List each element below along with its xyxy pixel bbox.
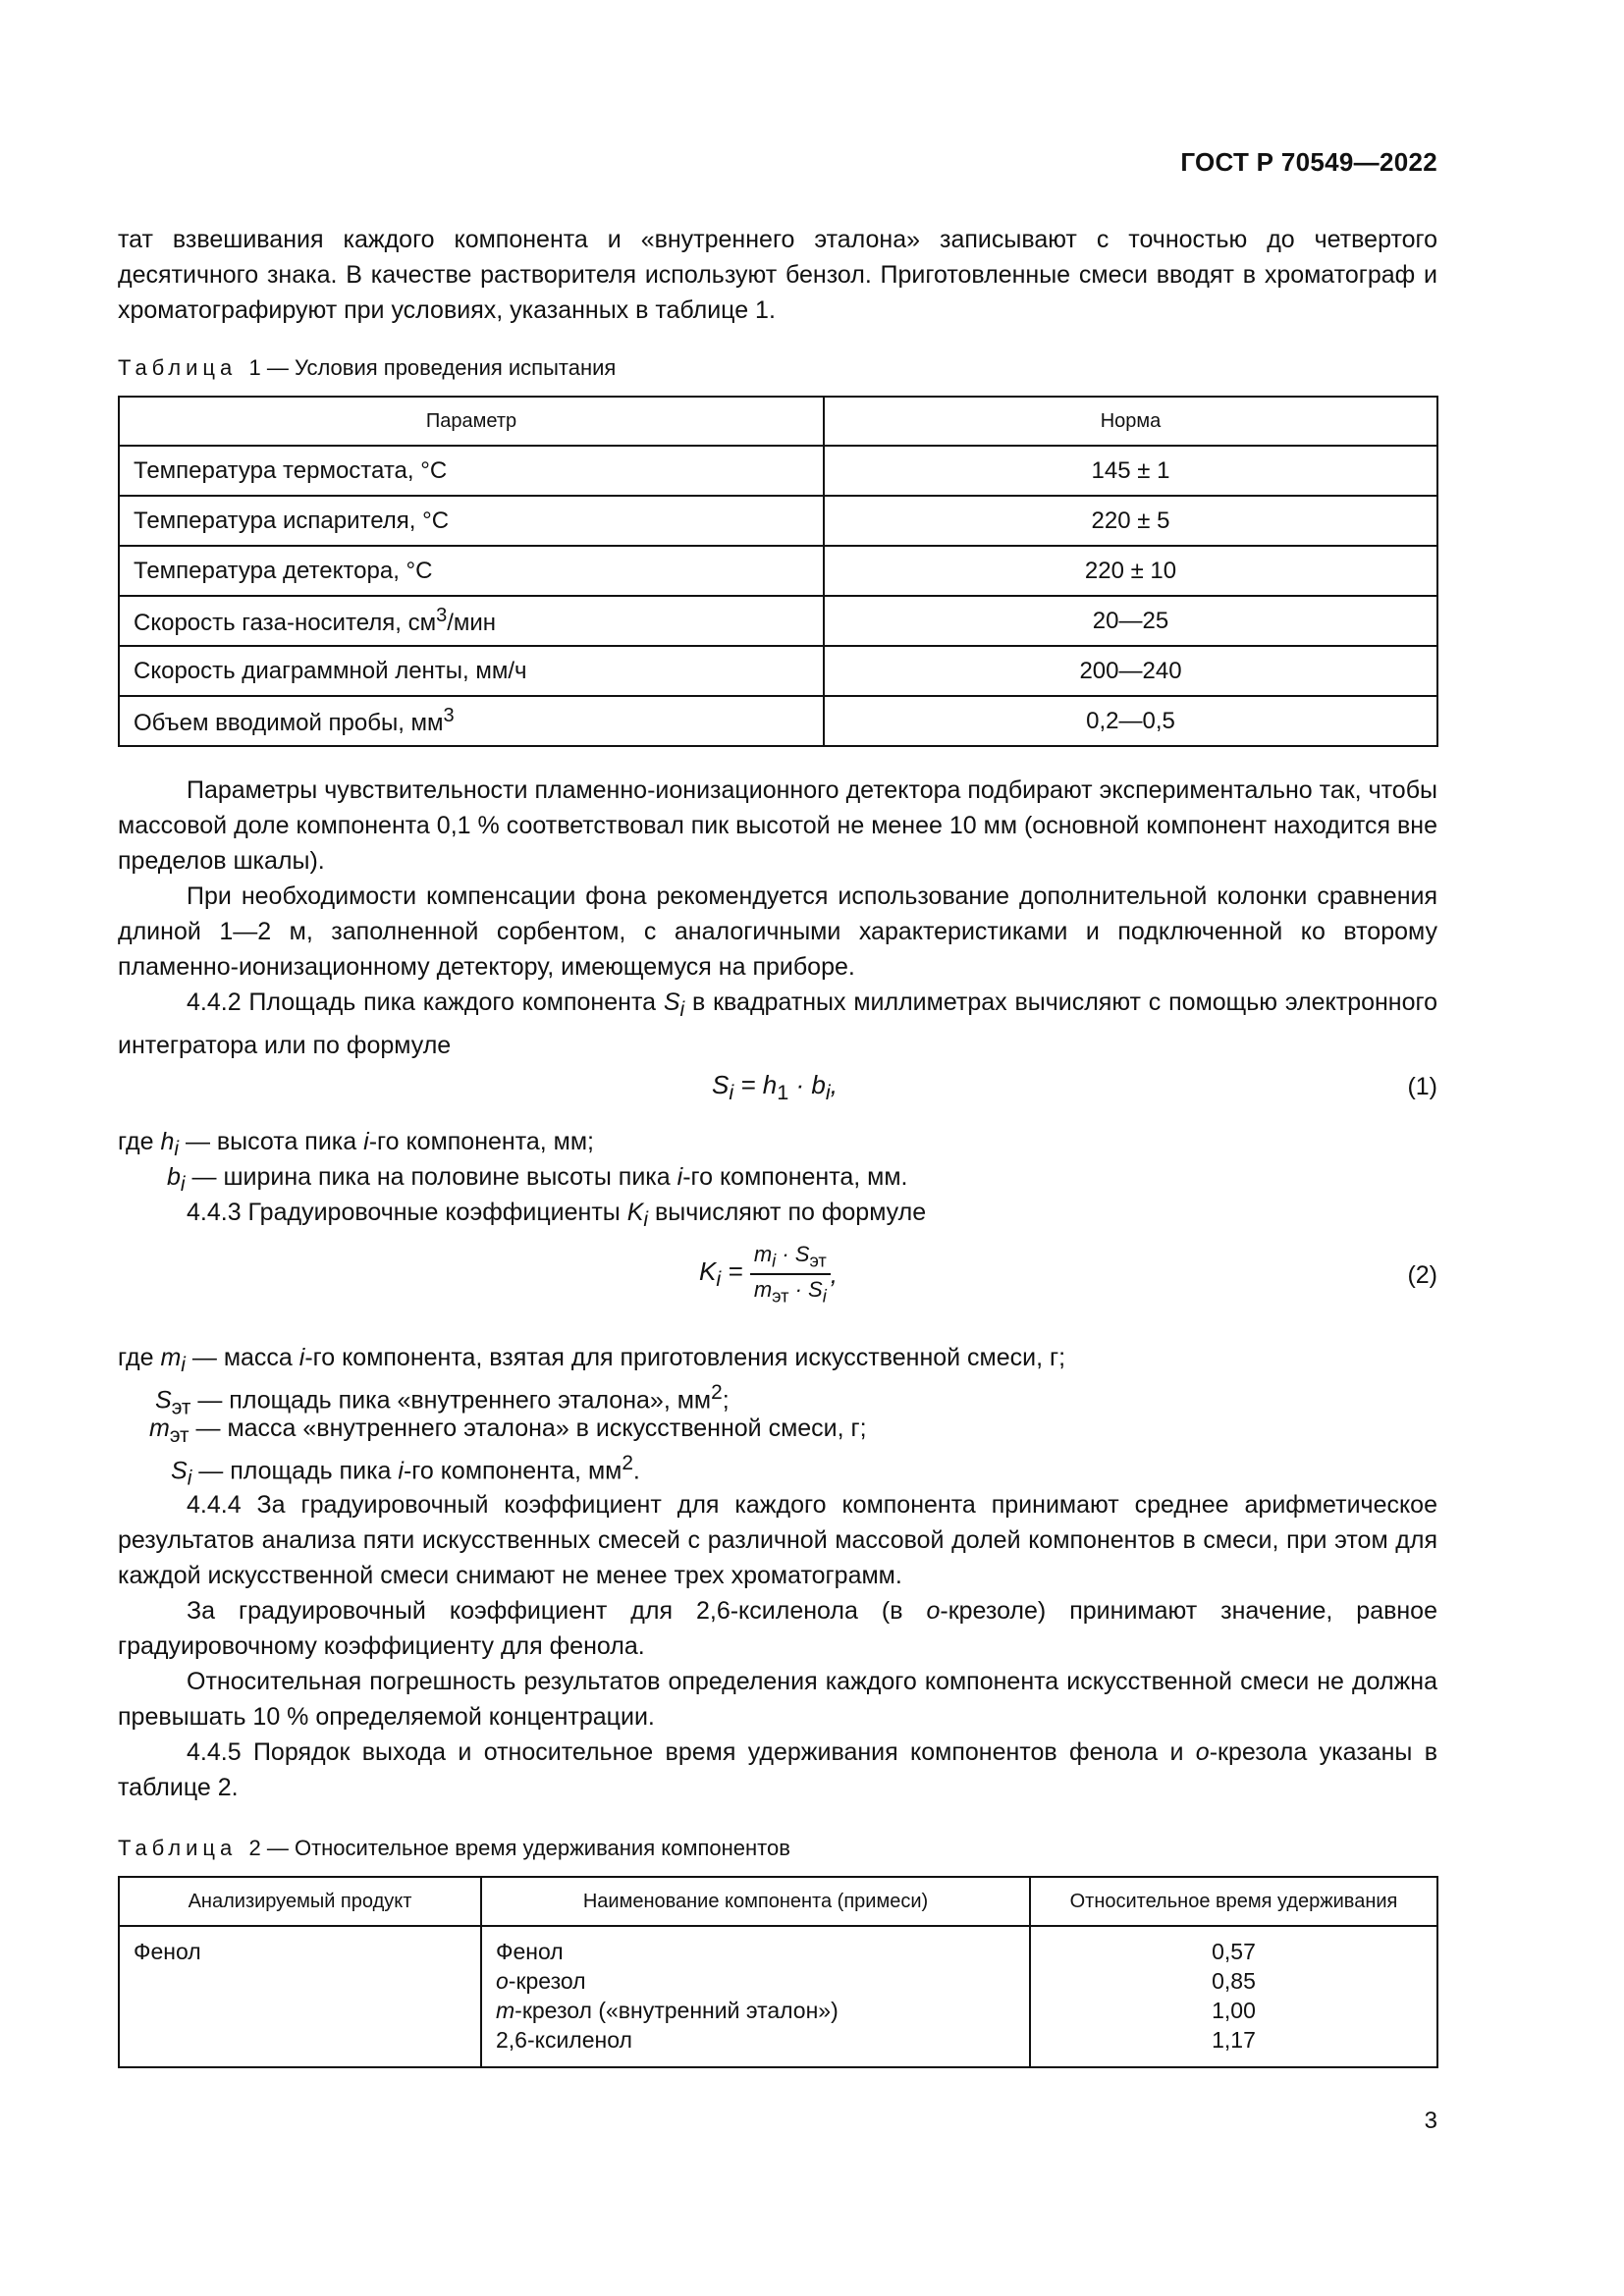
- formula-1: $S_i = h_1 \cdot b_i$,: [712, 1070, 838, 1105]
- paragraph-sensitivity: Параметры чувствительности пламенно-ионизационного детектора подбирают экспериментально так, чтобы массовой доле компонента 0,1 % соответствовал пик высотой не менее 10 мм (основной компонент находится вне пределов шкалы).: [118, 776, 1437, 875]
- paragraph-relative-error: Относительная погрешность результатов определения каждого компонента искусственной смеси не должна превышать 10 % определяемой концентрации.: [118, 1668, 1437, 1731]
- var-k: K: [626, 1199, 644, 1226]
- text: 4.4.2 Площадь пика каждого компонента: [187, 988, 664, 1016]
- component-m-cresol: [496, 1996, 1015, 2025]
- text-block-4-4-4: [118, 1487, 1437, 1805]
- param-text: Скорость газа-носителя, см: [134, 610, 437, 636]
- text: в квадратных миллиметрах вычисляют с помощью электронного интегратора или по формуле: [118, 988, 1437, 1059]
- var-m: m: [496, 1998, 515, 2023]
- table1-header-norm: Норма: [824, 397, 1437, 446]
- paragraph-4-4-3-block: [118, 1195, 1437, 1238]
- paragraph-4-4-3: [118, 1195, 1437, 1238]
- table2-header-row: [119, 1877, 1437, 1926]
- text: -крезола указаны в таблице 2.: [118, 1738, 1437, 1801]
- text: -крезол («внутренний эталон»): [514, 1998, 839, 2023]
- table-row: [119, 696, 1437, 746]
- table1-header-row: [119, 397, 1437, 446]
- table1-caption-word: Таблица: [118, 355, 238, 380]
- sub-i: i: [643, 1208, 649, 1231]
- table2-component-cell: [481, 1926, 1030, 2067]
- where-formula-2-line-3: $m_{эт}$ — масса «внутреннего эталона» в искусственной смеси, г;: [149, 1415, 867, 1447]
- table-row: [119, 646, 1437, 696]
- time-value: 0,85: [1212, 1968, 1256, 1994]
- where-word: где: [118, 1128, 154, 1155]
- text: -го компонента, мм: [403, 1457, 623, 1485]
- text: -крезоле) принимают значение, равное градуировочному коэффициенту для фенола.: [118, 1597, 1437, 1660]
- table2-header-time: Относительное время удерживания: [1030, 1877, 1437, 1926]
- table1-norm-cell: 220 ± 10: [824, 546, 1437, 596]
- table1-param-cell: Температура детектора, °С: [119, 546, 824, 596]
- param-text: Объем вводимой пробы, мм: [134, 710, 444, 736]
- param-text-end: /мин: [447, 610, 497, 636]
- paragraph-4-4-5: [118, 1735, 1437, 1805]
- table-row: [119, 596, 1437, 646]
- text: — масса «внутреннего эталона» в искусственной смеси, г;: [189, 1415, 867, 1442]
- text: — высота пика: [179, 1128, 364, 1155]
- time-value: 0,57: [1212, 1939, 1256, 1964]
- text: — площадь пика: [191, 1457, 399, 1485]
- where-formula-2-line-4: $S_i$ — площадь пика i-го компонента, $мм^2$.: [171, 1452, 640, 1490]
- table1-norm-cell: 220 ± 5: [824, 496, 1437, 546]
- table2-header-component: Наименование компонента (примеси): [481, 1877, 1030, 1926]
- table1-norm-cell: 0,2—0,5: [824, 696, 1437, 746]
- table1-param-cell: Скорость диаграммной ленты, мм/ч: [119, 646, 824, 696]
- table2-caption: [118, 1836, 790, 1861]
- table1-header-param: Параметр: [119, 397, 824, 446]
- table2-caption-text: 2 — Относительное время удерживания компонентов: [248, 1836, 790, 1860]
- table1-caption: [118, 355, 616, 381]
- table-row: [119, 446, 1437, 496]
- paragraph-4-4-4: 4.4.4 За градуировочный коэффициент для каждого компонента принимают среднее арифметическое результатов анализа пяти искусственных смесей с различной массовой долей компонентов в смеси, при этом для каждой искусственной смеси снимают не менее трех хроматограмм.: [118, 1491, 1437, 1589]
- table-row: [119, 496, 1437, 546]
- paragraph-background-compensation: При необходимости компенсации фона рекомендуется использование дополнительной колонки сравнения длиной 1—2 м, заполненной сорбентом, с аналогичными характеристиками и подключенной ко второму пламенно-ионизационному детектору, имеющемуся на приборе.: [118, 882, 1437, 981]
- main-text-block: [118, 773, 1437, 1063]
- var-o: о: [496, 1968, 509, 1994]
- document-standard-title: ГОСТ Р 70549—2022: [1180, 147, 1437, 177]
- page-number: 3: [1424, 2108, 1437, 2134]
- table2-retention-times: [118, 1876, 1438, 2068]
- table2-product-cell: Фенол: [119, 1926, 481, 2067]
- var-s: S: [663, 988, 680, 1016]
- where-formula-2-line-2: $S_{эт}$ — площадь пика «внутреннего эталона», $мм^2$;: [155, 1381, 730, 1419]
- sub-et: эт: [171, 1396, 191, 1419]
- var-o: о: [1195, 1738, 1210, 1766]
- time-value: 1,00: [1212, 1998, 1256, 2023]
- formula-2-fraction: $\frac{m_i \cdot S_{эт}}{m_{эт} \cdot S_i}$: [750, 1242, 831, 1308]
- formula-1-number: (1): [1407, 1073, 1437, 1100]
- text: — масса: [185, 1344, 299, 1371]
- param-superscript: 3: [436, 605, 448, 626]
- text: — ширина пика на половине высоты пика: [185, 1163, 677, 1191]
- table-row: [119, 546, 1437, 596]
- table2-header-product: Анализируемый продукт: [119, 1877, 481, 1926]
- paragraph-4-4-2: [118, 985, 1437, 1063]
- text: -крезол: [508, 1968, 586, 1994]
- text: 4.4.3 Градуировочные коэффициенты: [187, 1199, 627, 1226]
- intro-paragraph: [118, 222, 1437, 328]
- formula-2: $K_i$ = $\frac{m_i \cdot S_{эт}}{m_{эт} \cdot S_i}$ ,: [699, 1242, 839, 1307]
- where-formula-1-line-2: $b_i$ — ширина пика на половине высоты пика i-го компонента, мм.: [167, 1163, 908, 1196]
- time-value: 1,17: [1212, 2027, 1256, 2053]
- paragraph-xylenol: [118, 1593, 1437, 1664]
- text: За градуировочный коэффициент для 2,6-ксиленола (в: [187, 1597, 927, 1625]
- text: -го компонента, мм;: [368, 1128, 594, 1155]
- component-phenol: Фенол: [496, 1939, 564, 1964]
- component-o-cresol: [496, 1966, 1015, 1996]
- table1-param-cell: [119, 596, 824, 646]
- table2-time-cell: [1030, 1926, 1437, 2067]
- table1-param-cell: Температура термостата, °С: [119, 446, 824, 496]
- var-o: о: [926, 1597, 941, 1625]
- sub-i: i: [679, 998, 685, 1021]
- text: -го компонента, мм.: [682, 1163, 908, 1191]
- table2-caption-word: Таблица: [118, 1836, 238, 1860]
- table-row: [119, 1926, 1437, 2067]
- table1-norm-cell: 20—25: [824, 596, 1437, 646]
- table1-test-conditions: [118, 396, 1438, 747]
- intro-text: тат взвешивания каждого компонента и «внутреннего эталона» записывают с точностью до четвертого десятичного знака. В качестве растворителя используют бензол. Приготовленные смеси вводят в хроматограф и хроматографируют при условиях, указанных в таблице 1.: [118, 226, 1437, 324]
- table1-param-cell: Температура испарителя, °С: [119, 496, 824, 546]
- text: — площадь пика «внутреннего эталона», мм: [190, 1386, 712, 1415]
- table1-param-cell: [119, 696, 824, 746]
- table1-norm-cell: 145 ± 1: [824, 446, 1437, 496]
- where-formula-1-line-1: где $h_i$ — высота пика i-го компонента, мм;: [118, 1128, 594, 1160]
- component-xylenol: 2,6-ксиленол: [496, 2027, 632, 2053]
- formula-2-number: (2): [1407, 1261, 1437, 1289]
- where-formula-2-line-1: где $m_i$ — масса i-го компонента, взятая для приготовления искусственной смеси, г;: [118, 1344, 1066, 1376]
- param-superscript: 3: [443, 705, 455, 726]
- table1-caption-text: 1 — Условия проведения испытания: [248, 355, 617, 380]
- text: вычисляют по формуле: [648, 1199, 927, 1226]
- table1-norm-cell: 200—240: [824, 646, 1437, 696]
- text: -го компонента, взятая для приготовления искусственной смеси, г;: [304, 1344, 1066, 1371]
- text: 4.4.5 Порядок выхода и относительное время удерживания компонентов фенола и: [187, 1738, 1196, 1766]
- where-word: где: [118, 1344, 154, 1371]
